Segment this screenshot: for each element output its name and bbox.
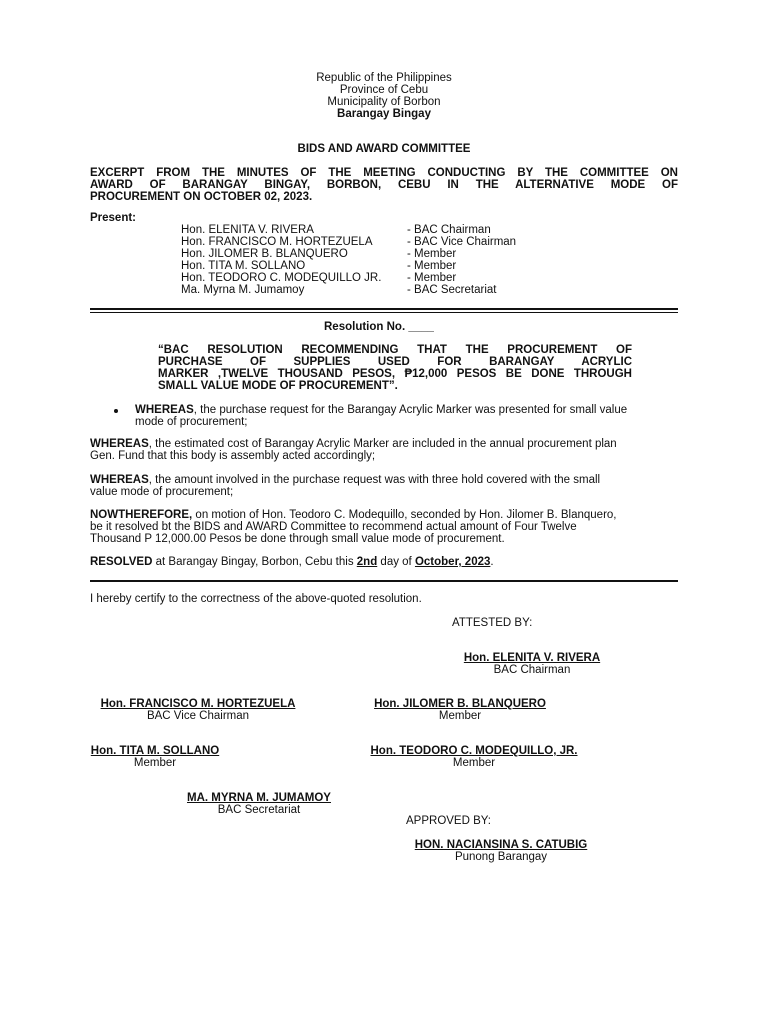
header-municipality: Municipality of Borbon (327, 96, 441, 108)
member-name: Ma. Myrna M. Jumamoy (181, 284, 305, 296)
resolved-day: 2nd (356, 556, 378, 568)
nowtherefore-text-cont: be it resolved bt the BIDS and AWARD Committee to recommend actual amount of Four Twelve (90, 521, 577, 533)
member-role: - Member (407, 272, 457, 284)
resolved-text: at Barangay Bingay, Borbon, Cebu this (152, 556, 357, 568)
resolution-title-line-1: “BAC RESOLUTION RECOMMENDING THAT THE PROCUREMENT OF (158, 344, 632, 356)
nowtherefore-clause (90, 509, 680, 545)
resolution-title (158, 344, 632, 392)
divider-top-thin (90, 312, 678, 313)
excerpt-heading (90, 167, 678, 203)
excerpt-line-1: EXCERPT FROM THE MINUTES OF THE MEETING CONDUCTING BY THE COMMITTEE ON (90, 167, 678, 179)
whereas-keyword: WHEREAS (90, 438, 149, 450)
signature-block-punong-barangay (396, 839, 606, 863)
document-header (0, 72, 768, 120)
member-role: - BAC Vice Chairman (407, 236, 517, 248)
present-member (181, 272, 601, 284)
excerpt-line-3: PROCUREMENT ON OCTOBER 02, 2023. (90, 191, 313, 203)
signatory-name: HON. NACIANSINA S. CATUBIG (414, 839, 588, 851)
member-role: - Member (407, 260, 457, 272)
attested-label: ATTESTED BY: (452, 617, 533, 629)
approved-label: APPROVED BY: (406, 815, 492, 827)
nowtherefore-keyword: NOWTHEREFORE, (90, 509, 193, 521)
nowtherefore-text: on motion of Hon. Teodoro C. Modequillo, seconded by Hon. Jilomer B. Blanquero, (192, 509, 617, 521)
member-name: Hon. ELENITA V. RIVERA (181, 224, 314, 236)
present-member (181, 224, 601, 236)
member-name: Hon. JILOMER B. BLANQUERO (181, 248, 348, 260)
signature-block-secretariat (166, 792, 352, 816)
member-role: - Member (407, 248, 457, 260)
member-name: Hon. TITA M. SOLLANO (181, 260, 306, 272)
present-member (181, 236, 601, 248)
signatory-role: Member (452, 757, 496, 769)
resolved-keyword: RESOLVED (90, 556, 153, 568)
excerpt-line-2: AWARD OF BARANGAY BINGAY, BORBON, CEBU IN THE ALTERNATIVE MODE OF (90, 179, 678, 191)
bullet-icon (114, 409, 118, 413)
signature-block-member-sollano (80, 745, 230, 769)
resolved-clause (90, 556, 680, 568)
signatory-role: Member (133, 757, 177, 769)
resolved-text-2: day of (377, 556, 415, 568)
signatory-role: BAC Chairman (493, 664, 571, 676)
signature-block-vice-chairman (80, 698, 316, 722)
resolution-title-line-3: MARKER ,TWELVE THOUSAND PESOS, ₱12,000 PESOS BE DONE THROUGH (158, 368, 632, 380)
nowtherefore-text-end: Thousand P 12,000.00 Pesos be done through small value mode of procurement. (90, 533, 505, 545)
member-name: Hon. TEODORO C. MODEQUILLO JR. (181, 272, 382, 284)
certification-statement: I hereby certify to the correctness of the above-quoted resolution. (90, 593, 422, 605)
resolved-period: . (490, 556, 494, 568)
whereas-clause-3 (90, 474, 680, 498)
signature-block-member-modequillo (350, 745, 598, 769)
signatory-name: Hon. FRANCISCO M. HORTEZUELA (100, 698, 296, 710)
divider-top-thick (90, 308, 678, 310)
present-label: Present: (90, 212, 137, 224)
member-role: - BAC Secretariat (407, 284, 497, 296)
whereas-text: , the estimated cost of Barangay Acrylic Marker are included in the annual procurement plan (148, 438, 617, 450)
signatory-role: Punong Barangay (454, 851, 548, 863)
signatory-name: Hon. TEODORO C. MODEQUILLO, JR. (370, 745, 578, 757)
member-name: Hon. FRANCISCO M. HORTEZUELA (181, 236, 373, 248)
whereas-text-cont: mode of procurement; (135, 416, 248, 428)
divider-bottom (90, 580, 678, 582)
whereas-text: , the amount involved in the purchase request was with three hold covered with the small (148, 474, 601, 486)
signatory-name: Hon. TITA M. SOLLANO (90, 745, 220, 757)
signatory-name: Hon. JILOMER B. BLANQUERO (374, 698, 546, 710)
header-barangay: Barangay Bingay (337, 108, 431, 120)
resolved-date: October, 2023 (414, 556, 491, 568)
present-member (181, 248, 601, 260)
signatory-role: BAC Secretariat (217, 804, 301, 816)
whereas-text-cont: Gen. Fund that this body is assembly acted accordingly; (90, 450, 376, 462)
signatory-role: BAC Vice Chairman (146, 710, 250, 722)
signature-block-chairman (432, 652, 632, 676)
header-country: Republic of the Philippines (316, 72, 452, 84)
signatory-role: Member (438, 710, 482, 722)
committee-title: BIDS AND AWARD COMMITTEE (297, 143, 471, 155)
signatory-name: Hon. ELENITA V. RIVERA (463, 652, 601, 664)
member-role: - BAC Chairman (407, 224, 491, 236)
present-member (181, 260, 601, 272)
whereas-keyword: WHEREAS (135, 404, 194, 416)
whereas-clause-1 (135, 404, 680, 428)
present-member (181, 284, 601, 296)
signature-block-member-blanquero (350, 698, 570, 722)
whereas-text-cont: value mode of procurement; (90, 486, 234, 498)
whereas-text: , the purchase request for the Barangay Acrylic Marker was presented for small value (193, 404, 628, 416)
resolution-title-line-4: SMALL VALUE MODE OF PROCUREMENT”. (158, 380, 398, 392)
header-province: Province of Cebu (339, 84, 429, 96)
resolution-number: Resolution No. ____ (324, 321, 434, 333)
whereas-keyword: WHEREAS (90, 474, 149, 486)
signatory-name: MA. MYRNA M. JUMAMOY (187, 792, 331, 804)
whereas-clause-2 (90, 438, 680, 462)
resolution-title-line-2: PURCHASE OF SUPPLIES USED FOR BARANGAY ACRYLIC (158, 356, 632, 368)
